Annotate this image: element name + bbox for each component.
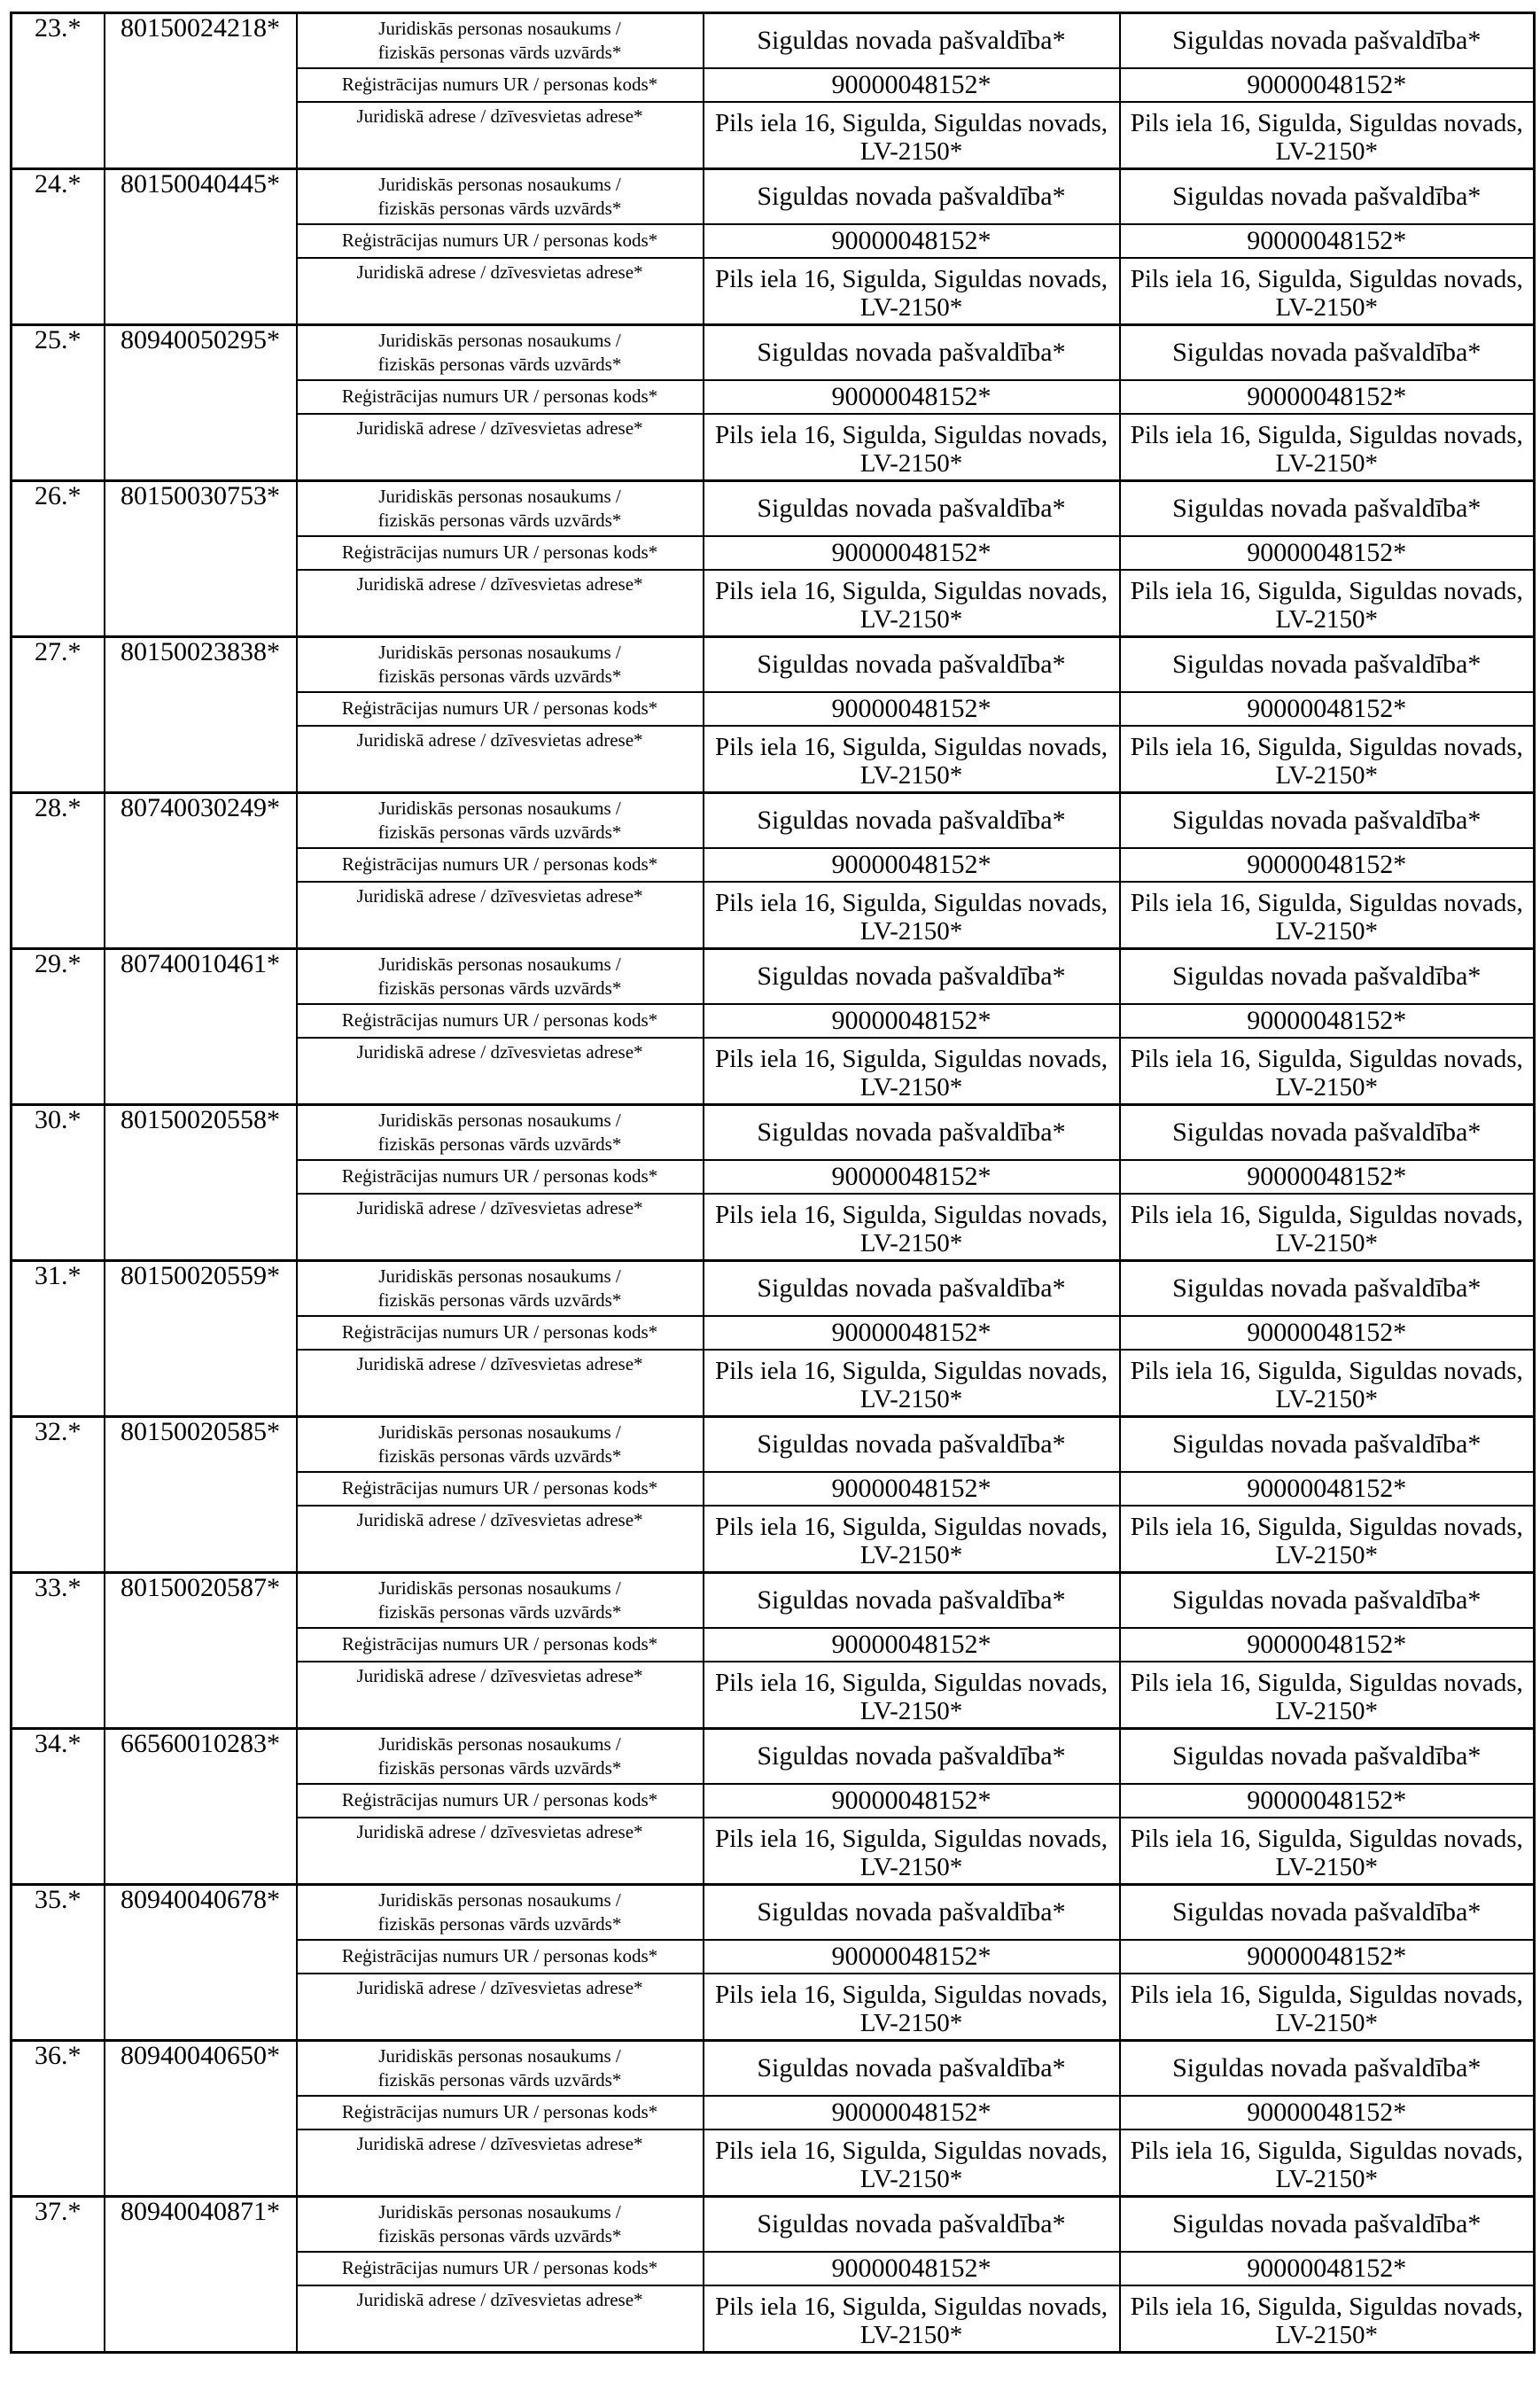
address-line: LV-2150* [1275,1540,1378,1569]
label-name-line: Juridiskās personas nosaukums / [378,1421,621,1443]
value-address-cell-2 [1120,570,1535,637]
table-row [12,1729,1535,1784]
address-line: LV-2150* [1275,136,1378,166]
table-row [12,1261,1535,1316]
value-name-cell-1: Siguldas novada pašvaldība* [704,325,1120,380]
address-line: Pils iela 16, Sigulda, Siguldas novads, [1130,108,1523,137]
value-reg-cell-1: 90000048152* [704,2252,1120,2285]
address-line: Pils iela 16, Sigulda, Siguldas novads, [714,264,1108,293]
value-address-cell-1 [704,2129,1120,2197]
value-address-cell-1 [704,2285,1120,2353]
address-line: LV-2150* [859,2164,963,2193]
row-number-cell: 27.* [12,637,105,793]
label-name-line: fiziskās personas vārds uzvārds* [377,1133,622,1155]
cadastre-number-cell: 80740030249* [105,793,297,949]
value-reg-cell-1: 90000048152* [704,2096,1120,2129]
label-name-line: Juridiskās personas nosaukums / [378,1732,621,1755]
address-line: Pils iela 16, Sigulda, Siguldas novads, [714,1356,1108,1385]
value-address-cell-2 [1120,2285,1535,2353]
label-address-cell: Juridiskā adrese / dzīvesvietas adrese* [297,1194,704,1261]
value-reg-cell-2: 90000048152* [1120,2096,1535,2129]
value-address-cell-2 [1120,1662,1535,1729]
label-address-cell: Juridiskā adrese / dzīvesvietas adrese* [297,1350,704,1417]
value-name-cell-1: Siguldas novada pašvaldība* [704,1105,1120,1160]
cadastre-number-cell: 80940040650* [105,2041,297,2197]
value-reg-cell-2: 90000048152* [1120,1316,1535,1350]
company-registry-table [10,12,1536,2354]
label-name-cell [297,1885,704,1940]
address-line: LV-2150* [859,1696,963,1725]
value-reg-cell-2: 90000048152* [1120,1940,1535,1974]
value-reg-cell-1: 90000048152* [704,692,1120,726]
value-address-cell-1 [704,414,1120,481]
label-name-line: fiziskās personas vārds uzvārds* [377,1444,622,1467]
address-line: Pils iela 16, Sigulda, Siguldas novads, [714,888,1108,917]
row-number-cell: 34.* [12,1729,105,1885]
value-reg-cell-1: 90000048152* [704,68,1120,102]
label-name-cell [297,169,704,224]
label-name-line: Juridiskās personas nosaukums / [378,953,621,975]
address-line: Pils iela 16, Sigulda, Siguldas novads, [714,732,1108,761]
label-name-line: fiziskās personas vārds uzvārds* [377,353,622,375]
cadastre-number-cell: 80940050295* [105,325,297,481]
label-name-cell [297,13,704,68]
label-name-cell [297,793,704,848]
value-reg-cell-1: 90000048152* [704,1472,1120,1506]
value-name-cell-2: Siguldas novada pašvaldība* [1120,1729,1535,1784]
value-address-cell-1 [704,1194,1120,1261]
label-name-line: fiziskās personas vārds uzvārds* [377,665,622,687]
label-name-line: fiziskās personas vārds uzvārds* [377,1756,622,1779]
value-reg-cell-2: 90000048152* [1120,848,1535,882]
label-address-cell: Juridiskā adrese / dzīvesvietas adrese* [297,2129,704,2197]
value-name-cell-1: Siguldas novada pašvaldība* [704,13,1120,68]
address-line: LV-2150* [859,1852,963,1881]
address-line: Pils iela 16, Sigulda, Siguldas novads, [714,2136,1108,2165]
value-reg-cell-2: 90000048152* [1120,68,1535,102]
value-reg-cell-2: 90000048152* [1120,1472,1535,1506]
value-name-cell-1: Siguldas novada pašvaldība* [704,793,1120,848]
label-name-line: Juridiskās personas nosaukums / [378,17,621,39]
address-line: LV-2150* [1275,2008,1378,2037]
value-name-cell-2: Siguldas novada pašvaldība* [1120,637,1535,692]
label-name-cell [297,1105,704,1160]
address-line: Pils iela 16, Sigulda, Siguldas novads, [1130,1980,1523,2009]
value-address-cell-2 [1120,1194,1535,1261]
label-name-line: Juridiskās personas nosaukums / [378,1577,621,1599]
cadastre-number-cell: 80940040871* [105,2197,297,2353]
value-address-cell-2 [1120,102,1535,169]
value-address-cell-2 [1120,414,1535,481]
value-reg-cell-2: 90000048152* [1120,1784,1535,1818]
address-line: LV-2150* [859,1384,963,1413]
value-reg-cell-2: 90000048152* [1120,224,1535,258]
address-line: LV-2150* [859,604,963,634]
address-line: Pils iela 16, Sigulda, Siguldas novads, [714,420,1108,449]
table-row [12,1417,1535,1472]
table-row [12,13,1535,68]
row-number-cell: 33.* [12,1573,105,1729]
cadastre-number-cell: 80150023838* [105,637,297,793]
label-address-cell: Juridiskā adrese / dzīvesvietas adrese* [297,570,704,637]
label-name-cell [297,481,704,536]
label-address-cell: Juridiskā adrese / dzīvesvietas adrese* [297,1818,704,1885]
table-row [12,169,1535,224]
value-address-cell-1 [704,1506,1120,1573]
label-reg-cell: Reģistrācijas numurs UR / personas kods* [297,1784,704,1818]
address-line: Pils iela 16, Sigulda, Siguldas novads, [714,1200,1108,1229]
row-number-cell: 30.* [12,1105,105,1261]
label-address-cell: Juridiskā adrese / dzīvesvietas adrese* [297,1506,704,1573]
value-name-cell-1: Siguldas novada pašvaldība* [704,2197,1120,2252]
label-name-line: Juridiskās personas nosaukums / [378,173,621,195]
address-line: LV-2150* [1275,760,1378,790]
cadastre-number-cell: 80150020558* [105,1105,297,1261]
value-reg-cell-2: 90000048152* [1120,692,1535,726]
value-name-cell-2: Siguldas novada pašvaldība* [1120,793,1535,848]
label-name-line: fiziskās personas vārds uzvārds* [377,2068,622,2090]
address-line: LV-2150* [1275,1696,1378,1725]
label-address-cell: Juridiskā adrese / dzīvesvietas adrese* [297,102,704,169]
value-address-cell-2 [1120,882,1535,949]
table-row [12,1885,1535,1940]
label-name-line: Juridiskās personas nosaukums / [378,1888,621,1911]
label-reg-cell: Reģistrācijas numurs UR / personas kods* [297,1472,704,1506]
label-reg-cell: Reģistrācijas numurs UR / personas kods* [297,68,704,102]
address-line: Pils iela 16, Sigulda, Siguldas novads, [714,2292,1108,2321]
value-address-cell-1 [704,1350,1120,1417]
value-name-cell-2: Siguldas novada pašvaldība* [1120,1105,1535,1160]
cadastre-number-cell: 80150024218* [105,13,297,169]
table-row [12,1573,1535,1628]
value-address-cell-2 [1120,258,1535,325]
value-name-cell-2: Siguldas novada pašvaldība* [1120,169,1535,224]
label-reg-cell: Reģistrācijas numurs UR / personas kods* [297,224,704,258]
label-name-line: fiziskās personas vārds uzvārds* [377,41,622,63]
address-line: LV-2150* [859,292,963,322]
address-line: LV-2150* [859,1540,963,1569]
row-number-cell: 36.* [12,2041,105,2197]
table-row [12,949,1535,1004]
label-name-line: Juridiskās personas nosaukums / [378,797,621,819]
value-address-cell-1 [704,102,1120,169]
value-address-cell-1 [704,882,1120,949]
label-name-cell [297,2041,704,2096]
value-reg-cell-1: 90000048152* [704,1004,1120,1038]
value-address-cell-1 [704,258,1120,325]
address-line: Pils iela 16, Sigulda, Siguldas novads, [714,1044,1108,1073]
value-reg-cell-2: 90000048152* [1120,1160,1535,1194]
value-address-cell-2 [1120,1350,1535,1417]
address-line: Pils iela 16, Sigulda, Siguldas novads, [714,1980,1108,2009]
value-name-cell-2: Siguldas novada pašvaldība* [1120,1417,1535,1472]
label-name-cell [297,1417,704,1472]
label-name-line: Juridiskās personas nosaukums / [378,641,621,663]
label-name-cell [297,637,704,692]
address-line: Pils iela 16, Sigulda, Siguldas novads, [1130,1668,1523,1697]
label-name-cell [297,2197,704,2252]
label-name-cell [297,1729,704,1784]
value-reg-cell-1: 90000048152* [704,1316,1120,1350]
value-name-cell-2: Siguldas novada pašvaldība* [1120,13,1535,68]
address-line: Pils iela 16, Sigulda, Siguldas novads, [1130,1824,1523,1853]
value-address-cell-2 [1120,1974,1535,2041]
address-line: Pils iela 16, Sigulda, Siguldas novads, [1130,264,1523,293]
value-address-cell-1 [704,1038,1120,1105]
value-reg-cell-2: 90000048152* [1120,2252,1535,2285]
table-row [12,2041,1535,2096]
address-line: LV-2150* [1275,916,1378,946]
row-number-cell: 31.* [12,1261,105,1417]
cadastre-number-cell: 80940040678* [105,1885,297,2041]
label-address-cell: Juridiskā adrese / dzīvesvietas adrese* [297,1974,704,2041]
value-name-cell-2: Siguldas novada pašvaldība* [1120,325,1535,380]
address-line: Pils iela 16, Sigulda, Siguldas novads, [1130,576,1523,605]
value-name-cell-1: Siguldas novada pašvaldība* [704,2041,1120,2096]
address-line: Pils iela 16, Sigulda, Siguldas novads, [714,576,1108,605]
value-address-cell-1 [704,1662,1120,1729]
row-number-cell: 25.* [12,325,105,481]
label-name-line: Juridiskās personas nosaukums / [378,329,621,351]
label-name-line: fiziskās personas vārds uzvārds* [377,1912,622,1935]
table-row [12,793,1535,848]
label-name-line: fiziskās personas vārds uzvārds* [377,197,622,219]
value-reg-cell-2: 90000048152* [1120,1628,1535,1662]
value-reg-cell-1: 90000048152* [704,1160,1120,1194]
label-address-cell: Juridiskā adrese / dzīvesvietas adrese* [297,726,704,793]
address-line: LV-2150* [1275,2320,1378,2349]
row-number-cell: 24.* [12,169,105,325]
value-reg-cell-1: 90000048152* [704,1628,1120,1662]
label-address-cell: Juridiskā adrese / dzīvesvietas adrese* [297,2285,704,2353]
row-number-cell: 23.* [12,13,105,169]
label-reg-cell: Reģistrācijas numurs UR / personas kods* [297,1004,704,1038]
address-line: Pils iela 16, Sigulda, Siguldas novads, [1130,888,1523,917]
value-address-cell-1 [704,1974,1120,2041]
address-line: Pils iela 16, Sigulda, Siguldas novads, [1130,1512,1523,1541]
label-reg-cell: Reģistrācijas numurs UR / personas kods* [297,1628,704,1662]
value-address-cell-2 [1120,726,1535,793]
label-name-line: fiziskās personas vārds uzvārds* [377,1289,622,1311]
cadastre-number-cell: 80150040445* [105,169,297,325]
label-name-line: fiziskās personas vārds uzvārds* [377,2224,622,2246]
value-address-cell-1 [704,1818,1120,1885]
document-page [0,12,1540,2398]
label-name-cell [297,1261,704,1316]
label-name-line: fiziskās personas vārds uzvārds* [377,977,622,999]
table-row [12,481,1535,536]
value-address-cell-2 [1120,2129,1535,2197]
value-address-cell-1 [704,726,1120,793]
label-name-cell [297,949,704,1004]
label-reg-cell: Reģistrācijas numurs UR / personas kods* [297,1940,704,1974]
value-name-cell-2: Siguldas novada pašvaldība* [1120,1885,1535,1940]
label-name-line: Juridiskās personas nosaukums / [378,2200,621,2223]
label-name-cell [297,1573,704,1628]
value-address-cell-2 [1120,1506,1535,1573]
label-name-line: Juridiskās personas nosaukums / [378,485,621,507]
value-name-cell-1: Siguldas novada pašvaldība* [704,637,1120,692]
table-row [12,637,1535,692]
label-name-line: Juridiskās personas nosaukums / [378,1265,621,1287]
label-reg-cell: Reģistrācijas numurs UR / personas kods* [297,2096,704,2129]
label-name-line: fiziskās personas vārds uzvārds* [377,1600,622,1623]
value-name-cell-2: Siguldas novada pašvaldība* [1120,1261,1535,1316]
address-line: LV-2150* [859,760,963,790]
label-reg-cell: Reģistrācijas numurs UR / personas kods* [297,380,704,414]
label-name-line: Juridiskās personas nosaukums / [378,2044,621,2067]
label-name-line: fiziskās personas vārds uzvārds* [377,821,622,843]
value-name-cell-2: Siguldas novada pašvaldība* [1120,2197,1535,2252]
address-line: Pils iela 16, Sigulda, Siguldas novads, [1130,420,1523,449]
label-reg-cell: Reģistrācijas numurs UR / personas kods* [297,2252,704,2285]
address-line: LV-2150* [859,448,963,478]
value-name-cell-1: Siguldas novada pašvaldība* [704,1417,1120,1472]
value-name-cell-2: Siguldas novada pašvaldība* [1120,2041,1535,2096]
value-reg-cell-1: 90000048152* [704,1940,1120,1974]
table-row [12,2197,1535,2252]
cadastre-number-cell: 80150020559* [105,1261,297,1417]
address-line: LV-2150* [859,1228,963,1257]
value-reg-cell-1: 90000048152* [704,380,1120,414]
address-line: LV-2150* [1275,292,1378,322]
address-line: LV-2150* [859,136,963,166]
row-number-cell: 35.* [12,1885,105,2041]
address-line: LV-2150* [1275,2164,1378,2193]
address-line: Pils iela 16, Sigulda, Siguldas novads, [714,1512,1108,1541]
value-reg-cell-2: 90000048152* [1120,1004,1535,1038]
cadastre-number-cell: 80150020585* [105,1417,297,1573]
label-name-line: fiziskās personas vārds uzvārds* [377,509,622,531]
row-number-cell: 29.* [12,949,105,1105]
address-line: Pils iela 16, Sigulda, Siguldas novads, [714,1824,1108,1853]
address-line: LV-2150* [1275,1228,1378,1257]
value-reg-cell-1: 90000048152* [704,536,1120,570]
address-line: Pils iela 16, Sigulda, Siguldas novads, [1130,2136,1523,2165]
value-name-cell-2: Siguldas novada pašvaldība* [1120,481,1535,536]
address-line: LV-2150* [1275,604,1378,634]
cadastre-number-cell: 80150020587* [105,1573,297,1729]
address-line: Pils iela 16, Sigulda, Siguldas novads, [1130,1356,1523,1385]
label-reg-cell: Reģistrācijas numurs UR / personas kods* [297,692,704,726]
label-address-cell: Juridiskā adrese / dzīvesvietas adrese* [297,1662,704,1729]
value-reg-cell-1: 90000048152* [704,848,1120,882]
label-reg-cell: Reģistrācijas numurs UR / personas kods* [297,848,704,882]
address-line: LV-2150* [859,1072,963,1102]
row-number-cell: 28.* [12,793,105,949]
value-reg-cell-2: 90000048152* [1120,380,1535,414]
row-number-cell: 32.* [12,1417,105,1573]
label-address-cell: Juridiskā adrese / dzīvesvietas adrese* [297,258,704,325]
value-address-cell-1 [704,570,1120,637]
value-address-cell-2 [1120,1818,1535,1885]
address-line: Pils iela 16, Sigulda, Siguldas novads, [1130,1044,1523,1073]
value-name-cell-1: Siguldas novada pašvaldība* [704,1885,1120,1940]
cadastre-number-cell: 80150030753* [105,481,297,637]
row-number-cell: 37.* [12,2197,105,2353]
value-name-cell-1: Siguldas novada pašvaldība* [704,1729,1120,1784]
address-line: Pils iela 16, Sigulda, Siguldas novads, [1130,1200,1523,1229]
cadastre-number-cell: 80740010461* [105,949,297,1105]
row-number-cell: 26.* [12,481,105,637]
label-address-cell: Juridiskā adrese / dzīvesvietas adrese* [297,1038,704,1105]
address-line: LV-2150* [1275,1852,1378,1881]
cadastre-number-cell: 66560010283* [105,1729,297,1885]
address-line: Pils iela 16, Sigulda, Siguldas novads, [714,1668,1108,1697]
label-reg-cell: Reģistrācijas numurs UR / personas kods* [297,1160,704,1194]
value-reg-cell-1: 90000048152* [704,1784,1120,1818]
address-line: LV-2150* [859,2320,963,2349]
label-name-line: Juridiskās personas nosaukums / [378,1109,621,1131]
address-line: LV-2150* [1275,1072,1378,1102]
address-line: Pils iela 16, Sigulda, Siguldas novads, [1130,2292,1523,2321]
address-line: Pils iela 16, Sigulda, Siguldas novads, [1130,732,1523,761]
label-address-cell: Juridiskā adrese / dzīvesvietas adrese* [297,414,704,481]
value-name-cell-2: Siguldas novada pašvaldība* [1120,949,1535,1004]
address-line: LV-2150* [1275,1384,1378,1413]
value-name-cell-1: Siguldas novada pašvaldība* [704,1573,1120,1628]
address-line: LV-2150* [859,916,963,946]
value-name-cell-2: Siguldas novada pašvaldība* [1120,1573,1535,1628]
label-address-cell: Juridiskā adrese / dzīvesvietas adrese* [297,882,704,949]
address-line: Pils iela 16, Sigulda, Siguldas novads, [714,108,1108,137]
table-row [12,1105,1535,1160]
label-name-cell [297,325,704,380]
value-address-cell-2 [1120,1038,1535,1105]
value-reg-cell-1: 90000048152* [704,224,1120,258]
value-name-cell-1: Siguldas novada pašvaldība* [704,481,1120,536]
table-row [12,325,1535,380]
label-reg-cell: Reģistrācijas numurs UR / personas kods* [297,536,704,570]
value-name-cell-1: Siguldas novada pašvaldība* [704,169,1120,224]
address-line: LV-2150* [1275,448,1378,478]
value-name-cell-1: Siguldas novada pašvaldība* [704,1261,1120,1316]
value-name-cell-1: Siguldas novada pašvaldība* [704,949,1120,1004]
value-reg-cell-2: 90000048152* [1120,536,1535,570]
address-line: LV-2150* [859,2008,963,2037]
label-reg-cell: Reģistrācijas numurs UR / personas kods* [297,1316,704,1350]
